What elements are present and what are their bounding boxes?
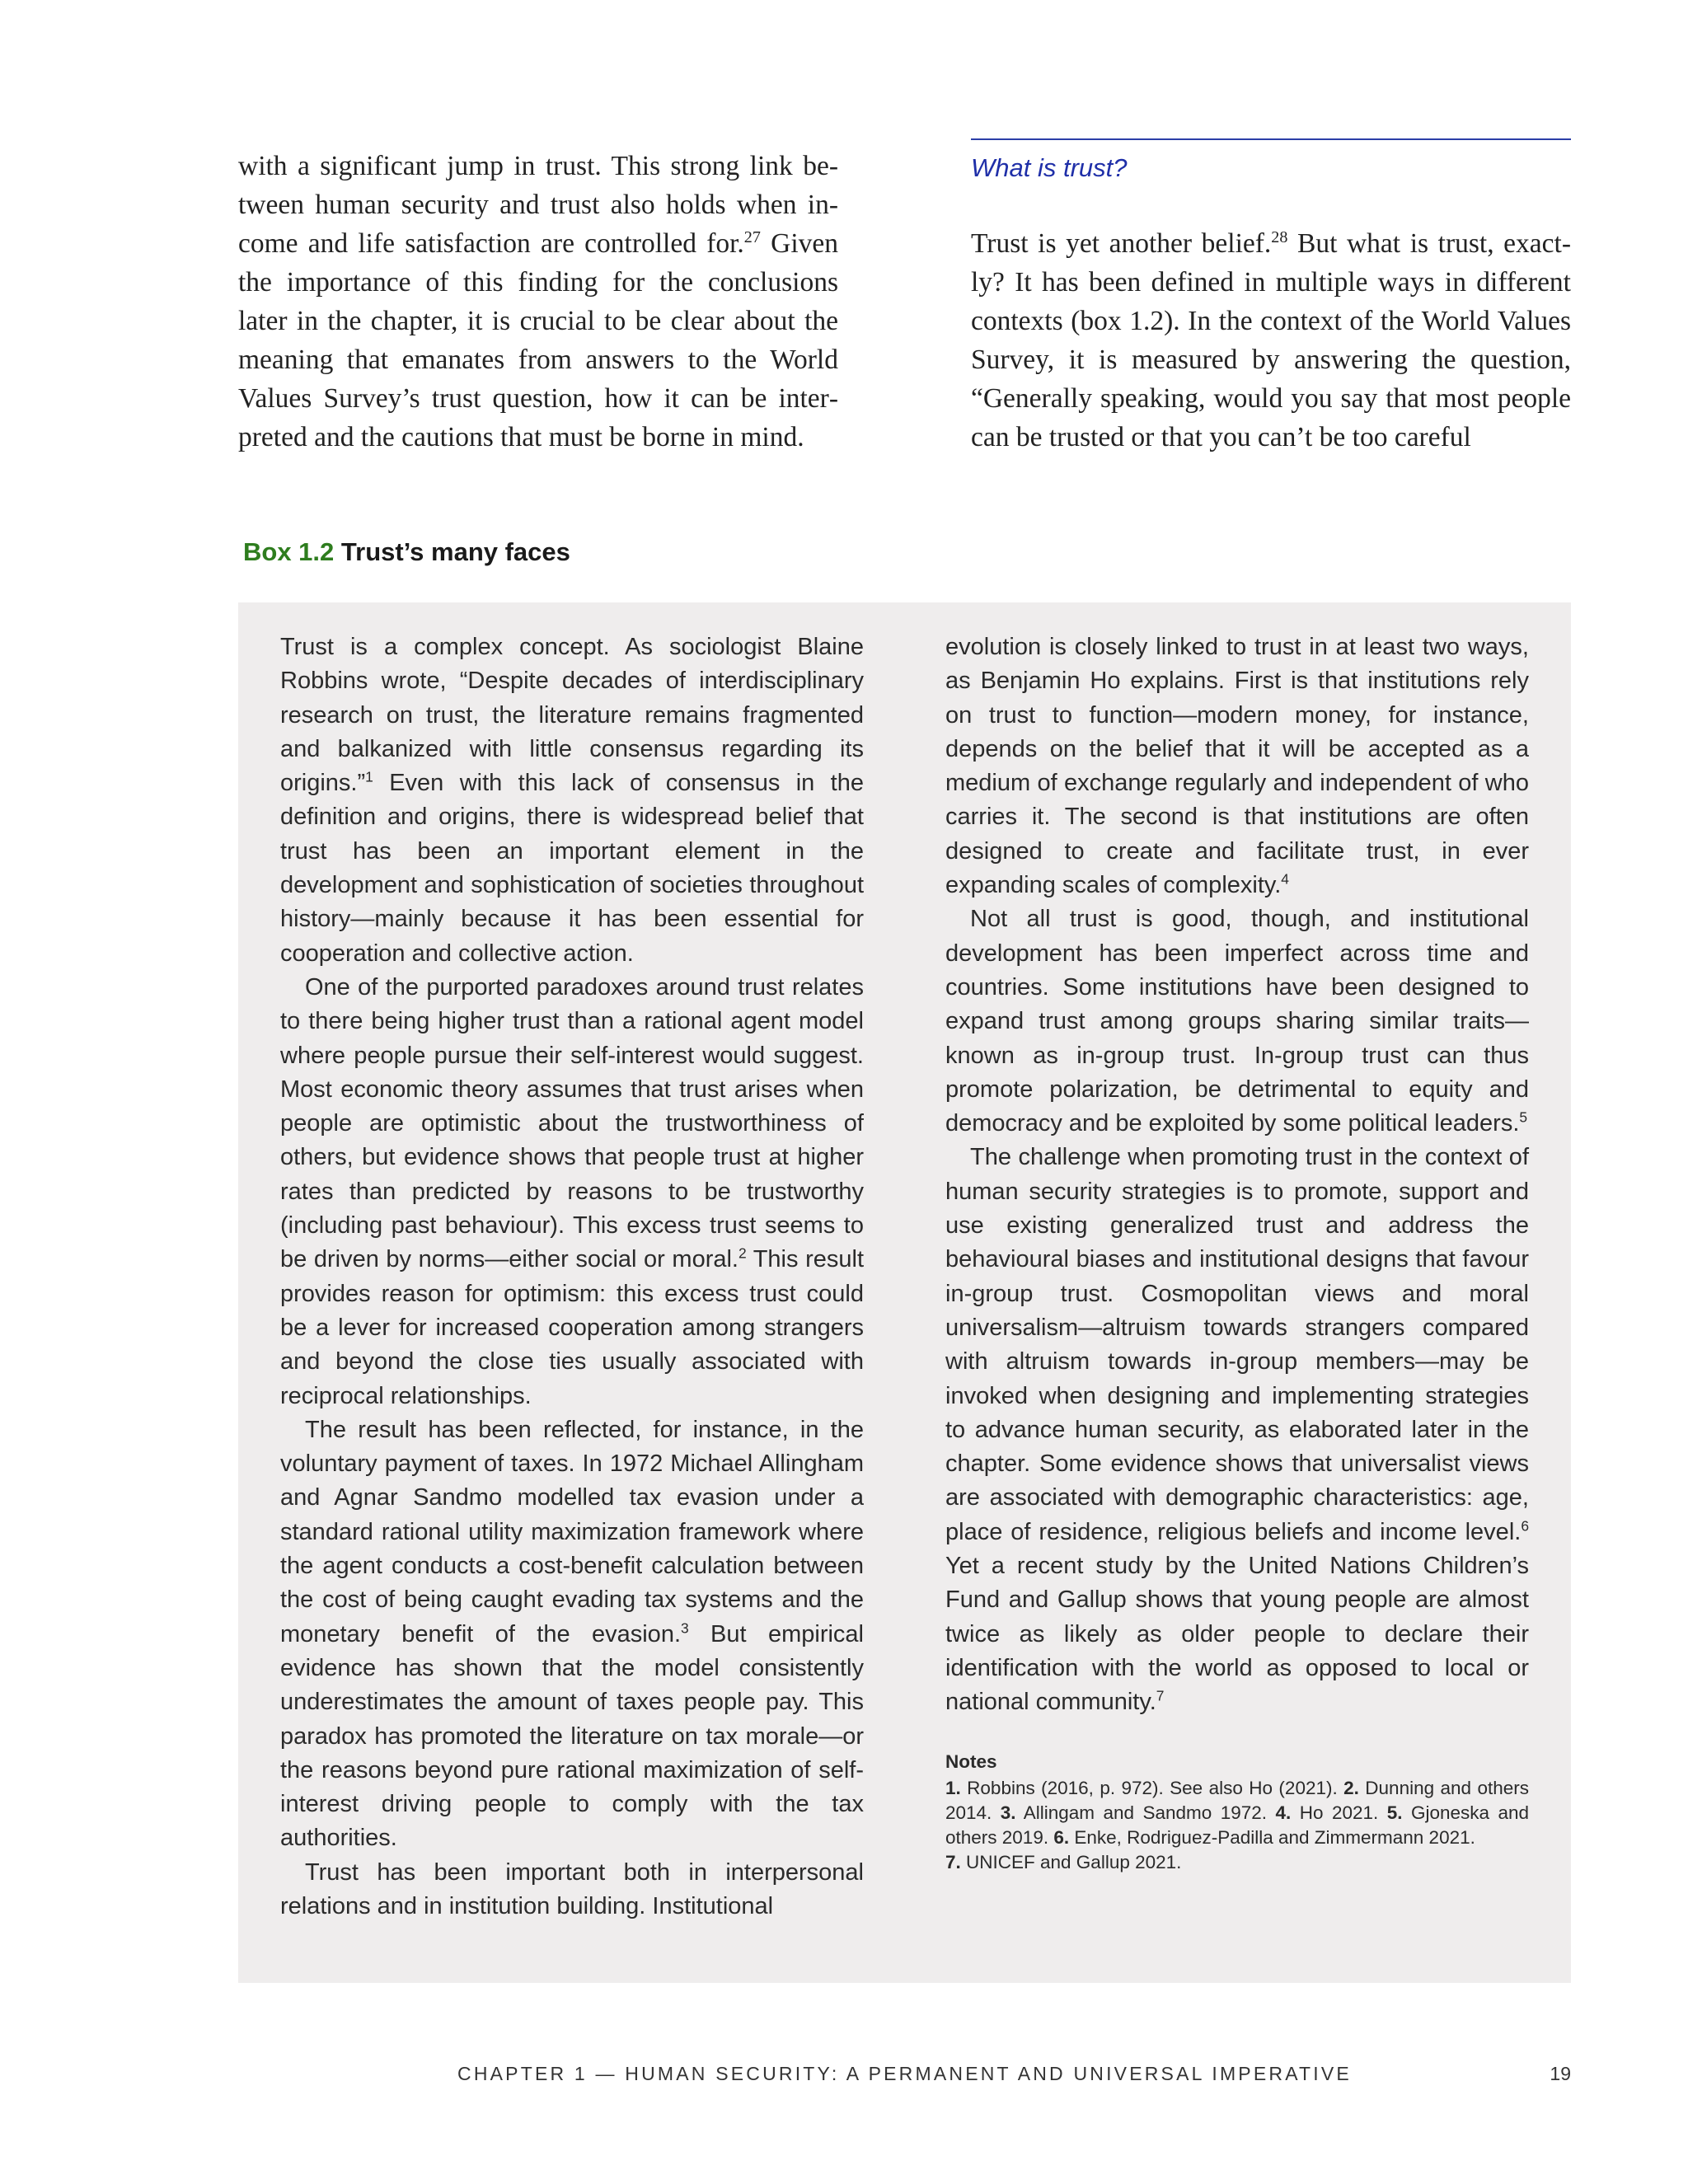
- box-paragraph: [280, 630, 864, 971]
- paragraph-text: Even with this lack of consensus in the definition and origins, there is widespread belief that trust has been an important element in the development and sophistication of societies throughout history—mainly because it has been essential for cooperation and collective action.: [280, 770, 864, 967]
- box-label: Box 1.2: [243, 537, 335, 566]
- box-paragraph: [280, 1856, 864, 1924]
- note-number: 7.: [945, 1851, 961, 1872]
- paragraph-text: Trust is a complex concept. As sociologist Blaine Robbins wrote, “Despite decades of interdisciplinary research on trust, the literature remains fragmented and balkanized with little consensus regarding its origins.”: [280, 634, 864, 797]
- note-text: Ho 2021.: [1291, 1802, 1387, 1823]
- paragraph-text: evolution is closely linked to trust in at least two ways, as Benjamin Ho explains. First is that institutions rely on trust to function—modern money, for instance, depends on the belief that it will be accepted as a medium of exchange regularly and independent of who carries it. The second is that institutions are often designed to create and facilitate trust, in ever expanding scales of complexity.: [945, 634, 1529, 899]
- box-paragraph: [280, 1413, 864, 1856]
- paragraph-text: This result provides reason for optimism: this excess trust could be a lever for increased cooperation among strangers and beyond the close ties usually associated with reciprocal relationships.: [280, 1246, 864, 1409]
- note-reference[interactable]: 3: [681, 1619, 689, 1636]
- box-notes: [945, 1750, 1529, 1875]
- box-paragraph: [945, 630, 1529, 902]
- note-number: 3.: [1000, 1802, 1016, 1823]
- body-text: Given the importance of this finding for the conclusions later in the chapter, it is crucial to be clear about the meaning that emanates from answers to the World Values Survey’s trust question, how it can be interpreted and the cautions that must be borne in mind.: [238, 228, 838, 452]
- note-text: UNICEF and Gallup 2021.: [960, 1851, 1182, 1872]
- note-number: 1.: [945, 1777, 961, 1798]
- box-title-text: Trust’s many faces: [340, 537, 570, 566]
- sidebar-heading: What is trust?: [971, 153, 1128, 182]
- note-reference[interactable]: 5: [1519, 1108, 1528, 1126]
- note-text: Robbins (2016, p. 972). See also Ho (2021).: [960, 1777, 1344, 1798]
- paragraph-text: Trust has been important both in interpersonal relations and in institution building. Institutional: [280, 1858, 864, 1919]
- paragraph-text: But empirical evidence has shown that the model consistently underestimates the amount of taxes people pay. This paradox has promoted the literature on tax morale—or the reasons beyond pure rational maximization of self-interest driving people to comply with the tax authorities.: [280, 1620, 864, 1852]
- box-column-right: [945, 630, 1529, 1875]
- notes-title: Notes: [945, 1750, 997, 1772]
- body-text: Trust is yet another belief.: [971, 228, 1272, 259]
- note-number: 2.: [1343, 1777, 1359, 1798]
- note-reference[interactable]: 7: [1156, 1687, 1165, 1704]
- note-reference[interactable]: 4: [1281, 870, 1289, 888]
- sidebar-divider: [971, 138, 1571, 140]
- paragraph-text: One of the purported paradoxes around trust relates to there being higher trust than a rational agent model where people pursue their self-interest would suggest. Most economic theory assumes that trust arises when people are optimistic about the trustworthiness of others, but evidence shows that people trust at higher rates than predicted by reasons to be trustworthy (including past behaviour). This excess trust seems to be driven by norms—either social or moral.: [280, 973, 864, 1273]
- body-text-column-left: [238, 147, 838, 457]
- paragraph-text: Yet a recent study by the United Nations Children’s Fund and Gallup shows that young people are almost twice as likely as older people to declare their identification with the world as opposed to local or national community.: [945, 1553, 1529, 1716]
- box-paragraph: [945, 1141, 1529, 1719]
- endnote-reference[interactable]: 27: [743, 227, 761, 246]
- note-number: 4.: [1275, 1802, 1292, 1823]
- body-text: But what is trust, exactly? It has been defined in multiple ways in different contexts (box 1.2). In the context of the World Values Survey, it is measured by answering the question, “Generally speaking, would you say that most people can be trusted or that you can’t be too careful: [971, 228, 1572, 452]
- endnote-reference[interactable]: 28: [1271, 227, 1288, 246]
- box-column-left: [280, 630, 864, 1924]
- box-paragraph: [280, 971, 864, 1413]
- note-text: Dunning and others 2014.: [945, 1777, 1529, 1823]
- note-reference[interactable]: 1: [365, 768, 373, 785]
- note-number: 6.: [1053, 1826, 1070, 1848]
- page-footer: [238, 2063, 1571, 2093]
- note-reference[interactable]: 6: [1521, 1517, 1529, 1535]
- note-text: Allingam and Sandmo 1972.: [1015, 1802, 1276, 1823]
- running-footer-chapter: CHAPTER 1 — HUMAN SECURITY: A PERMANENT AND UNIVERSAL IMPERATIVE: [457, 2063, 1352, 2084]
- box-paragraph: [945, 902, 1529, 1141]
- paragraph-text: The result has been reflected, for instance, in the voluntary payment of taxes. In 1972 Michael Allingham and Agnar Sandmo modelled tax evasion under a standard rational utility maximization framework where the agent conducts a cost-benefit calculation between the cost of being caught evading tax systems and the monetary benefit of the evasion.: [280, 1416, 864, 1647]
- page-number: 19: [1550, 2063, 1571, 2084]
- paragraph-text: Not all trust is good, though, and institutional development has been imperfect across time and countries. Some institutions have been designed to expand trust among groups sharing similar traits—known as in-group trust. In-group trust can thus promote polarization, be detrimental to equity and democracy and be exploited by some political leaders.: [945, 906, 1529, 1137]
- note-text: Gjoneska and others 2019.: [945, 1802, 1529, 1848]
- note-text: Enke, Rodriguez-Padilla and Zimmermann 2021.: [1069, 1826, 1475, 1848]
- body-text: with a significant jump in trust. This strong link between human security and trust also holds when income and life satisfaction are controlled for.: [238, 151, 838, 259]
- sidebar-text: [971, 224, 1571, 457]
- box-panel: [238, 602, 1571, 1983]
- note-reference[interactable]: 2: [738, 1244, 747, 1262]
- paragraph-text: The challenge when promoting trust in the context of human security strategies is to promote, support and use existing generalized trust and address the behavioural biases and institutional designs that favour in-group trust. Cosmopolitan views and moral universalism—altruism towards strangers compared with altruism towards in-group members—may be invoked when designing and implementing strategies to advance human security, as elaborated later in the chapter. Some evidence shows that universalist views are associated with demographic characteristics: age, place of residence, religious beliefs and income level.: [945, 1144, 1529, 1545]
- note-number: 5.: [1386, 1802, 1403, 1823]
- box-title: [243, 537, 570, 567]
- notes-list: [945, 1776, 1529, 1875]
